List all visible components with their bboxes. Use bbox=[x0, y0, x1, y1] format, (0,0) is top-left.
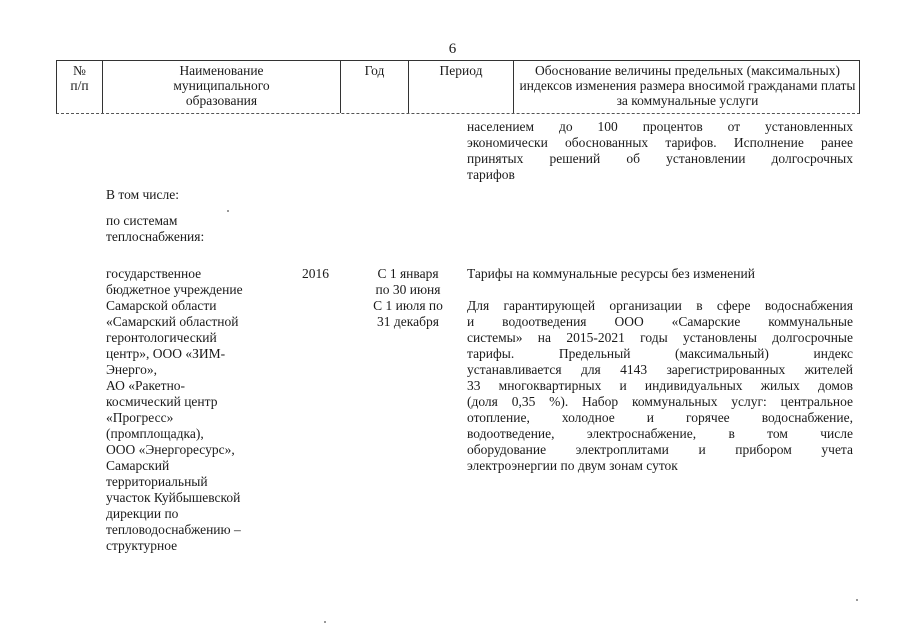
header-municipality-label: Наименование муниципального образования bbox=[173, 63, 270, 108]
org-line: (промплощадка), bbox=[106, 426, 204, 441]
scan-speck bbox=[856, 599, 858, 601]
description-line: (доля 0,35 %). Набор коммунальных услуг: центральное bbox=[467, 394, 853, 409]
org-line: участок Куйбышевской bbox=[106, 490, 241, 505]
row-year: 2016 bbox=[302, 266, 329, 281]
org-line: дирекции по bbox=[106, 506, 179, 521]
description-line: устанавливается для 4143 зарегистрированных жителей bbox=[467, 362, 853, 377]
scan-speck bbox=[324, 621, 326, 623]
org-line: АО «Ракетно- bbox=[106, 378, 186, 393]
continuation-line: тарифов bbox=[467, 167, 515, 182]
header-municipality bbox=[103, 61, 341, 113]
org-line: бюджетное учреждение bbox=[106, 282, 243, 297]
header-justification-label: Обоснование величины предельных (максимальных) индексов изменения размера вносимой гражданами платы за коммунальные услуги bbox=[519, 63, 856, 108]
header-period bbox=[409, 61, 514, 113]
period-line: С 1 января bbox=[377, 266, 439, 281]
continuation-line: принятых решений об установлении долгосрочных bbox=[467, 151, 853, 166]
org-line: центр», ООО «ЗИМ- bbox=[106, 346, 226, 361]
period-line: С 1 июля по bbox=[373, 298, 443, 313]
org-line: «Прогресс» bbox=[106, 410, 174, 425]
continuation-line: населением до 100 процентов от установленных bbox=[467, 119, 853, 134]
description-line: Для гарантирующей организации в сфере водоснабжения bbox=[467, 298, 853, 313]
including-label: В том числе: bbox=[106, 187, 179, 202]
justification-description bbox=[467, 298, 853, 474]
description-line: 33 многоквартирных и индивидуальных жилых домов bbox=[467, 378, 853, 393]
header-justification bbox=[514, 61, 861, 113]
org-line: Энерго», bbox=[106, 362, 157, 377]
org-line: тепловодоснабжению – bbox=[106, 522, 241, 537]
description-line: и водоотведения ООО «Самарские коммунальные bbox=[467, 314, 853, 329]
continuation-line: экономически обоснованных тарифов. Исполнение ранее bbox=[467, 135, 853, 150]
continuation-text bbox=[467, 119, 853, 183]
row-period bbox=[360, 266, 456, 330]
description-line: оборудование электроплитами и прибором учета bbox=[467, 442, 853, 457]
organizations-list bbox=[106, 266, 276, 554]
description-line: электроэнергии по двум зонам суток bbox=[467, 458, 678, 473]
scan-speck bbox=[227, 210, 229, 212]
page-number: 6 bbox=[448, 41, 457, 57]
header-num-label: № п/п bbox=[70, 63, 89, 93]
table-header bbox=[56, 60, 860, 114]
org-line: структурное bbox=[106, 538, 178, 553]
header-num bbox=[57, 61, 103, 113]
org-line: государственное bbox=[106, 266, 202, 281]
systems-label: по системам теплоснабжения: bbox=[106, 213, 205, 244]
tariffs-unchanged: Тарифы на коммунальные ресурсы без изменений bbox=[467, 266, 755, 281]
org-line: геронтологический bbox=[106, 330, 217, 345]
org-line: космический центр bbox=[106, 394, 218, 409]
org-line: «Самарский областной bbox=[106, 314, 239, 329]
description-line: отопление, холодное и горячее водоснабжение, bbox=[467, 410, 853, 425]
period-line: по 30 июня bbox=[375, 282, 441, 297]
org-line: Самарской области bbox=[106, 298, 217, 313]
description-line: системы» на 2015-2021 годы установлены долгосрочные bbox=[467, 330, 853, 345]
header-period-label: Период bbox=[439, 63, 483, 78]
org-line: территориальный bbox=[106, 474, 208, 489]
header-year bbox=[341, 61, 409, 113]
header-year-label: Год bbox=[364, 63, 385, 78]
description-line: тарифы. Предельный (максимальный) индекс bbox=[467, 346, 853, 361]
org-line: Самарский bbox=[106, 458, 170, 473]
description-line: водоотведение, электроснабжение, в том числе bbox=[467, 426, 853, 441]
org-line: ООО «Энергоресурс», bbox=[106, 442, 235, 457]
period-line: 31 декабря bbox=[377, 314, 439, 329]
